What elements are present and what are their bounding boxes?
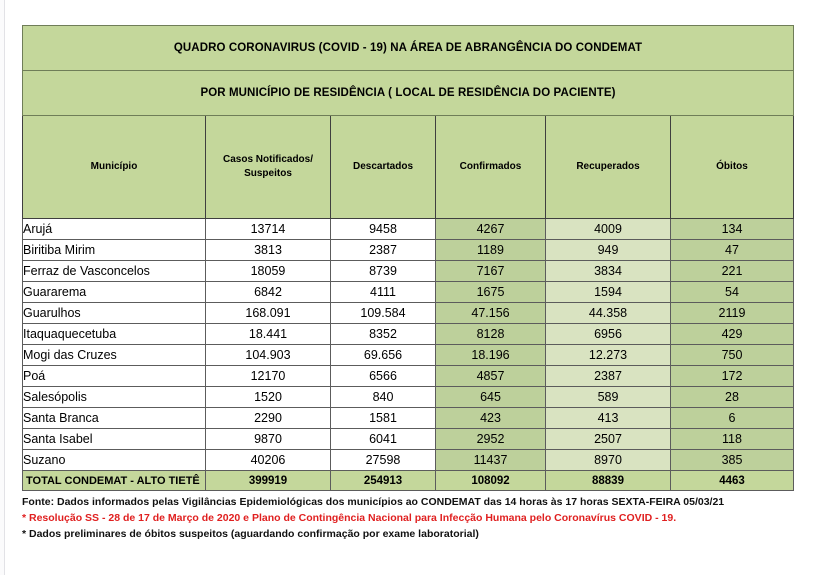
table-row	[23, 240, 794, 261]
cell-notificados: 9870	[206, 429, 331, 450]
cell-descartados: 9458	[331, 219, 436, 240]
cell-confirmados: 4267	[436, 219, 546, 240]
table-row	[23, 324, 794, 345]
title-row-1	[23, 26, 794, 71]
cell-municipio: Guararema	[23, 282, 206, 303]
cell-obitos: 118	[671, 429, 794, 450]
cell-confirmados: 47.156	[436, 303, 546, 324]
cell-confirmados: 1675	[436, 282, 546, 303]
cell-municipio: Suzano	[23, 450, 206, 471]
cell-notificados: 2290	[206, 408, 331, 429]
cell-descartados: 27598	[331, 450, 436, 471]
table-row	[23, 408, 794, 429]
cell-obitos: 54	[671, 282, 794, 303]
cell-municipio: Ferraz de Vasconcelos	[23, 261, 206, 282]
column-header-notificados-line1: Casos Notificados/	[222, 154, 314, 165]
cell-notificados: 40206	[206, 450, 331, 471]
cell-notificados: 6842	[206, 282, 331, 303]
cell-confirmados: 645	[436, 387, 546, 408]
cell-obitos: 172	[671, 366, 794, 387]
footnote-preliminary: * Dados preliminares de óbitos suspeitos (aguardando confirmação por exame laboratorial)	[22, 528, 479, 540]
column-header-descartados: Descartados	[331, 116, 436, 219]
cell-descartados: 840	[331, 387, 436, 408]
title-row-2	[23, 71, 794, 116]
total-descartados: 254913	[331, 471, 436, 491]
cell-recuperados: 12.273	[546, 345, 671, 366]
cell-notificados: 18.441	[206, 324, 331, 345]
table-row	[23, 387, 794, 408]
cell-confirmados: 7167	[436, 261, 546, 282]
cell-municipio: Itaquaquecetuba	[23, 324, 206, 345]
cell-obitos: 429	[671, 324, 794, 345]
footnotes	[22, 494, 793, 542]
cell-descartados: 1581	[331, 408, 436, 429]
cell-municipio: Santa Isabel	[23, 429, 206, 450]
column-header-row	[23, 116, 794, 219]
table-row	[23, 261, 794, 282]
cell-recuperados: 4009	[546, 219, 671, 240]
cell-recuperados: 44.358	[546, 303, 671, 324]
cell-municipio: Salesópolis	[23, 387, 206, 408]
cell-notificados: 168.091	[206, 303, 331, 324]
cell-descartados: 4111	[331, 282, 436, 303]
cell-confirmados: 11437	[436, 450, 546, 471]
column-header-confirmados: Confirmados	[436, 116, 546, 219]
cell-recuperados: 6956	[546, 324, 671, 345]
cell-municipio: Mogi das Cruzes	[23, 345, 206, 366]
cell-descartados: 69.656	[331, 345, 436, 366]
cell-municipio: Poá	[23, 366, 206, 387]
column-header-recuperados: Recuperados	[546, 116, 671, 219]
cell-notificados: 18059	[206, 261, 331, 282]
column-header-notificados-line2: Suspeitos	[244, 168, 292, 179]
cell-confirmados: 1189	[436, 240, 546, 261]
column-header-obitos: Óbitos	[671, 116, 794, 219]
column-header-municipio: Município	[23, 116, 206, 219]
cell-obitos: 2119	[671, 303, 794, 324]
total-confirmados: 108092	[436, 471, 546, 491]
covid-cases-table	[22, 25, 794, 491]
cell-recuperados: 2507	[546, 429, 671, 450]
cell-recuperados: 1594	[546, 282, 671, 303]
cell-municipio: Santa Branca	[23, 408, 206, 429]
cell-recuperados: 2387	[546, 366, 671, 387]
column-header-notificados	[206, 116, 331, 219]
cell-obitos: 47	[671, 240, 794, 261]
cell-confirmados: 423	[436, 408, 546, 429]
footnote-resolution: * Resolução SS - 28 de 17 de Março de 2020 e Plano de Contingência Nacional para Infecção Humana pelo Coronavírus COVID - 19.	[22, 512, 677, 524]
cell-descartados: 109.584	[331, 303, 436, 324]
table-row	[23, 366, 794, 387]
cell-obitos: 6	[671, 408, 794, 429]
cell-descartados: 6041	[331, 429, 436, 450]
table-row	[23, 450, 794, 471]
cell-notificados: 13714	[206, 219, 331, 240]
cell-obitos: 221	[671, 261, 794, 282]
cell-recuperados: 8970	[546, 450, 671, 471]
cell-notificados: 1520	[206, 387, 331, 408]
cell-descartados: 2387	[331, 240, 436, 261]
cell-descartados: 6566	[331, 366, 436, 387]
cell-descartados: 8352	[331, 324, 436, 345]
cell-recuperados: 589	[546, 387, 671, 408]
cell-municipio: Biritiba Mirim	[23, 240, 206, 261]
table-row	[23, 303, 794, 324]
total-row	[23, 471, 794, 491]
cell-descartados: 8739	[331, 261, 436, 282]
table-row	[23, 282, 794, 303]
cell-notificados: 3813	[206, 240, 331, 261]
cell-obitos: 28	[671, 387, 794, 408]
cell-municipio: Guarulhos	[23, 303, 206, 324]
board-title-line-1: QUADRO CORONAVIRUS (COVID - 19) NA ÁREA DE ABRANGÊNCIA DO CONDEMAT	[23, 26, 794, 71]
cell-obitos: 134	[671, 219, 794, 240]
board-title-line-2: POR MUNICÍPIO DE RESIDÊNCIA ( LOCAL DE RESIDÊNCIA DO PACIENTE)	[23, 71, 794, 116]
covid-board-sheet	[22, 25, 793, 542]
total-obitos: 4463	[671, 471, 794, 491]
total-notificados: 399919	[206, 471, 331, 491]
cell-recuperados: 949	[546, 240, 671, 261]
table-row	[23, 345, 794, 366]
page-edge-line	[4, 0, 5, 575]
cell-notificados: 12170	[206, 366, 331, 387]
cell-obitos: 385	[671, 450, 794, 471]
cell-recuperados: 3834	[546, 261, 671, 282]
cell-municipio: Arujá	[23, 219, 206, 240]
cell-confirmados: 4857	[436, 366, 546, 387]
table-row	[23, 429, 794, 450]
cell-notificados: 104.903	[206, 345, 331, 366]
table-row	[23, 219, 794, 240]
cell-confirmados: 8128	[436, 324, 546, 345]
cell-obitos: 750	[671, 345, 794, 366]
footnote-source: Fonte: Dados informados pelas Vigilâncias Epidemiológicas dos municípios ao CONDEMAT das 14 horas às 17 horas SEXTA-FEIRA 05/03/21	[22, 496, 725, 508]
cell-recuperados: 413	[546, 408, 671, 429]
cell-confirmados: 18.196	[436, 345, 546, 366]
cell-confirmados: 2952	[436, 429, 546, 450]
total-recuperados: 88839	[546, 471, 671, 491]
total-label: TOTAL CONDEMAT - ALTO TIETÊ	[23, 471, 206, 491]
